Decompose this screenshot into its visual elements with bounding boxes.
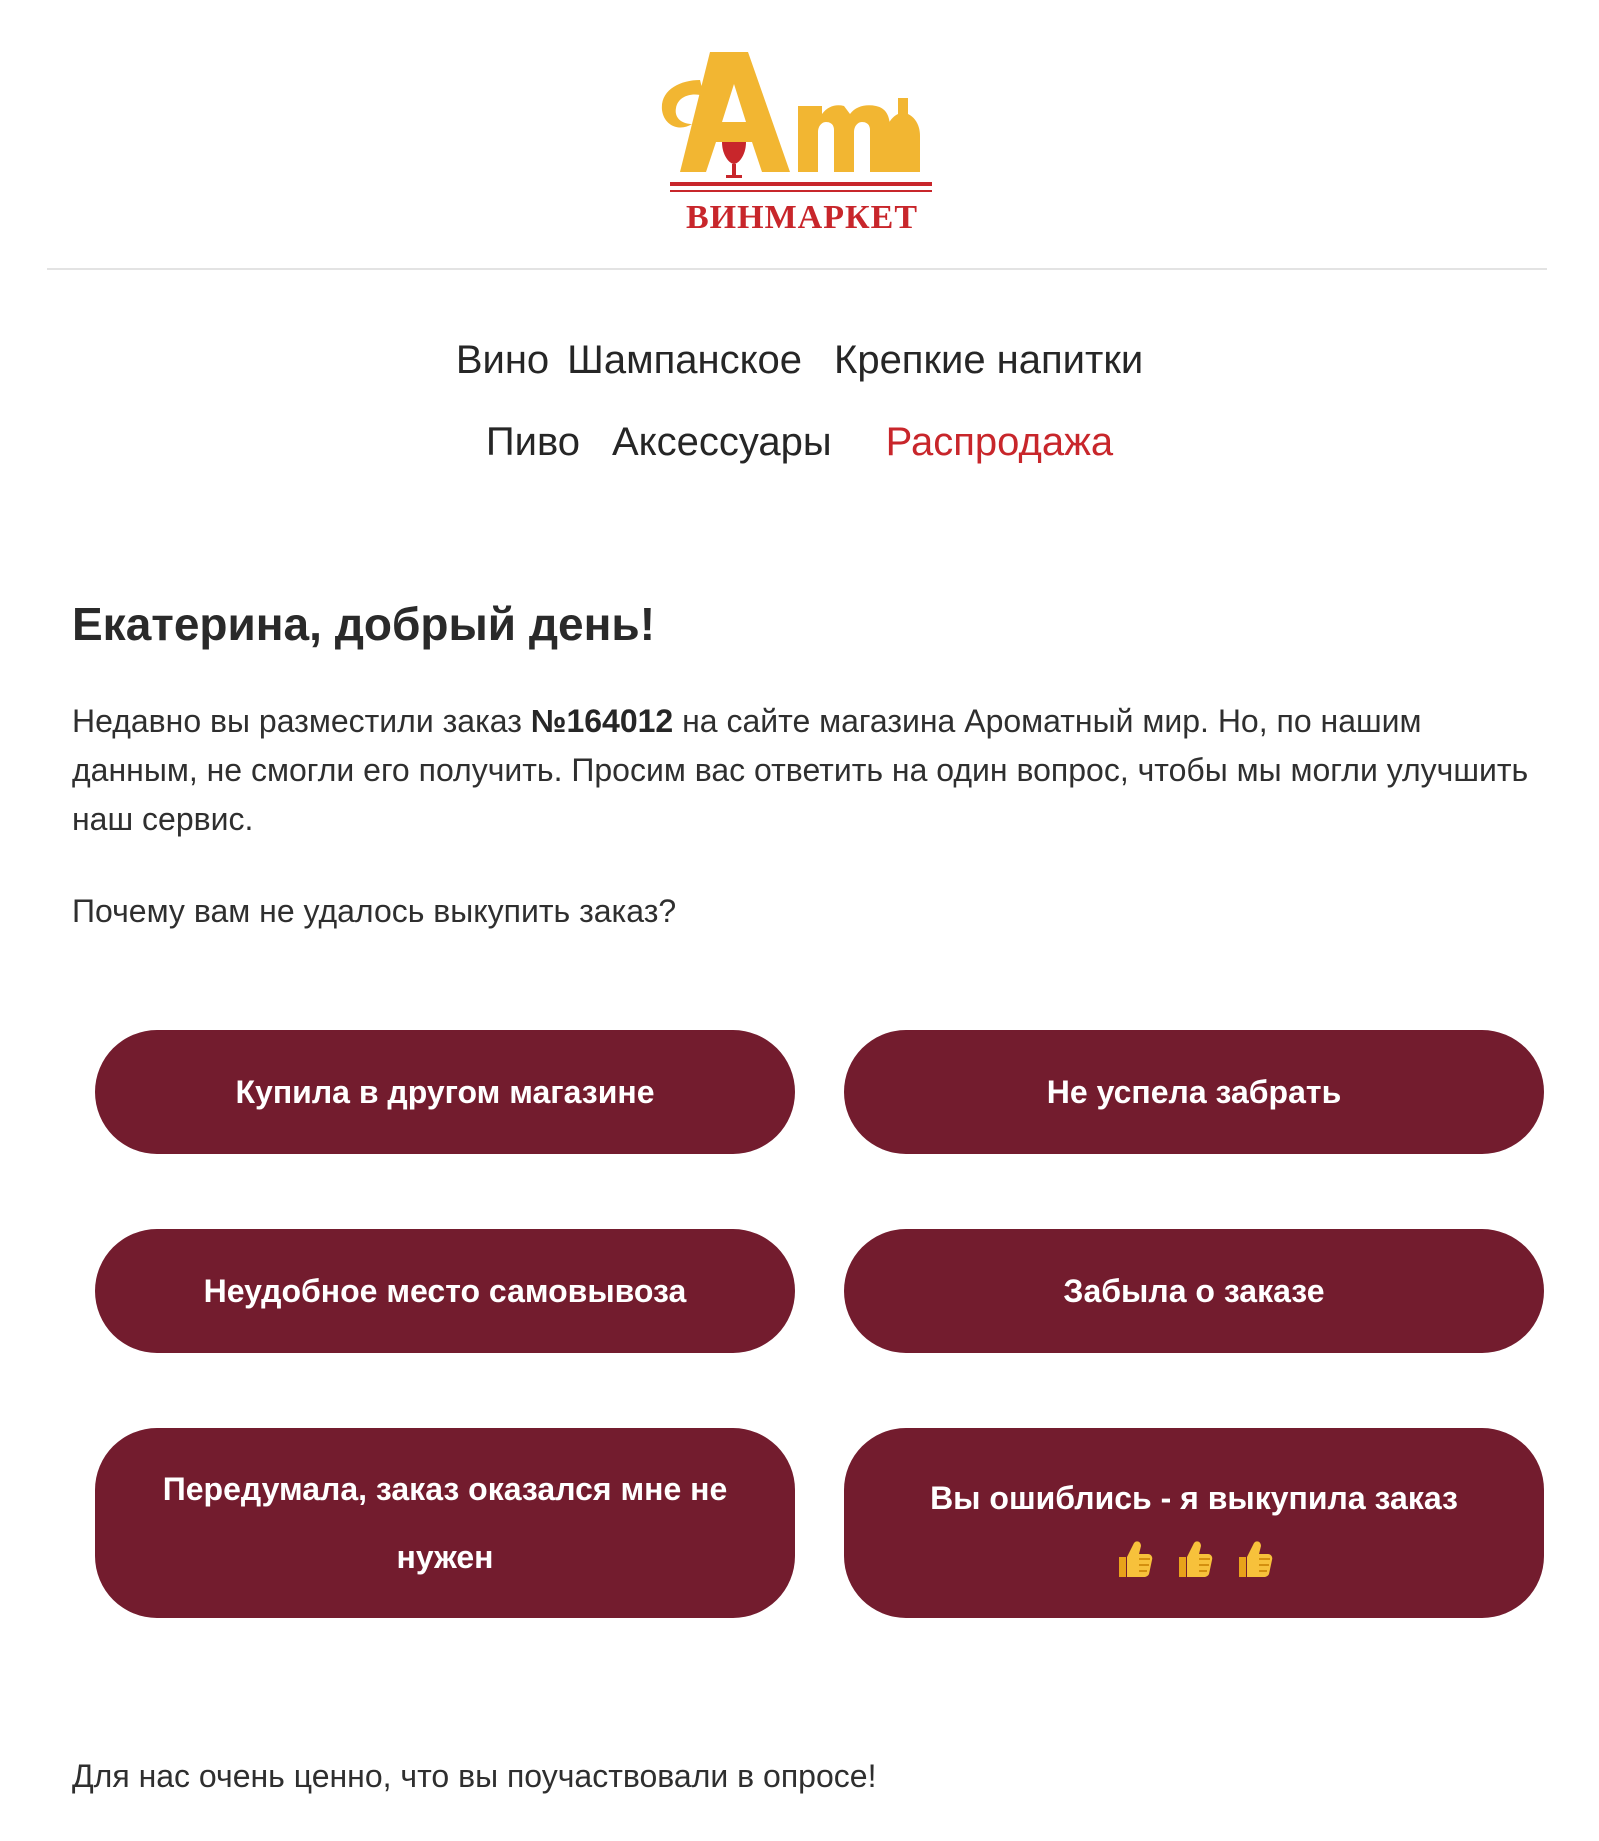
nav-link-accessories[interactable]: Аксессуары: [612, 420, 832, 464]
thumbs-up-icon: [1175, 1539, 1213, 1579]
nav-link-beer[interactable]: Пиво: [485, 420, 580, 464]
nav-link-spirits[interactable]: Крепкие напитки: [834, 338, 1144, 382]
answer-label: Вы ошиблись - я выкупила заказ: [930, 1480, 1458, 1516]
nav-link-sale[interactable]: Распродажа: [885, 420, 1114, 464]
answer-changed-mind-button[interactable]: [95, 1428, 795, 1618]
answer-forgot-order-button[interactable]: [844, 1229, 1544, 1353]
answer-label: Не успела забрать: [1046, 1074, 1342, 1110]
thumbs-row: [1115, 1536, 1273, 1582]
footer-thanks: Для нас очень ценно, что вы поучаствовали в опросе!: [72, 1758, 877, 1794]
answer-bought-elsewhere-button[interactable]: [95, 1030, 795, 1154]
answer-label: Забыла о заказе: [1063, 1273, 1325, 1309]
thumbs-up-icon: [1235, 1539, 1273, 1579]
answer-label: Купила в другом магазине: [235, 1074, 655, 1110]
answer-already-bought-button[interactable]: [844, 1428, 1544, 1618]
answer-label: Передумала, заказ оказался мне не нужен: [162, 1471, 728, 1575]
vinmarket-logo[interactable]: [640, 40, 950, 240]
answer-no-time-button[interactable]: [844, 1030, 1544, 1154]
intro-text-start: Недавно вы разместили заказ: [72, 703, 531, 739]
answer-inconvenient-pickup-button[interactable]: [95, 1229, 795, 1353]
nav-link-wine[interactable]: Вино: [455, 338, 550, 382]
logo-graphic: [640, 40, 950, 240]
thumbs-up-icon: [1115, 1539, 1153, 1579]
intro-paragraph: [72, 697, 1552, 844]
header-divider: [47, 268, 1547, 270]
nav-row-2: [0, 418, 1599, 466]
answer-label: Неудобное место самовывоза: [203, 1273, 687, 1309]
order-number: №164012: [530, 703, 674, 739]
greeting-heading: Екатерина, добрый день!: [72, 598, 656, 650]
logo-wordmark: ВИНМАРКЕТ: [686, 199, 918, 236]
nav-link-champagne[interactable]: Шампанское: [567, 338, 803, 382]
intro-text-end: на сайте магазина Ароматный мир. Но, по нашим данным, не смогли его получить. Просим вас ответить на один вопрос, чтобы мы могли улучшить наш сервис.: [72, 703, 1529, 837]
survey-question: Почему вам не удалось выкупить заказ?: [72, 893, 677, 929]
nav-row-1: [0, 336, 1599, 384]
